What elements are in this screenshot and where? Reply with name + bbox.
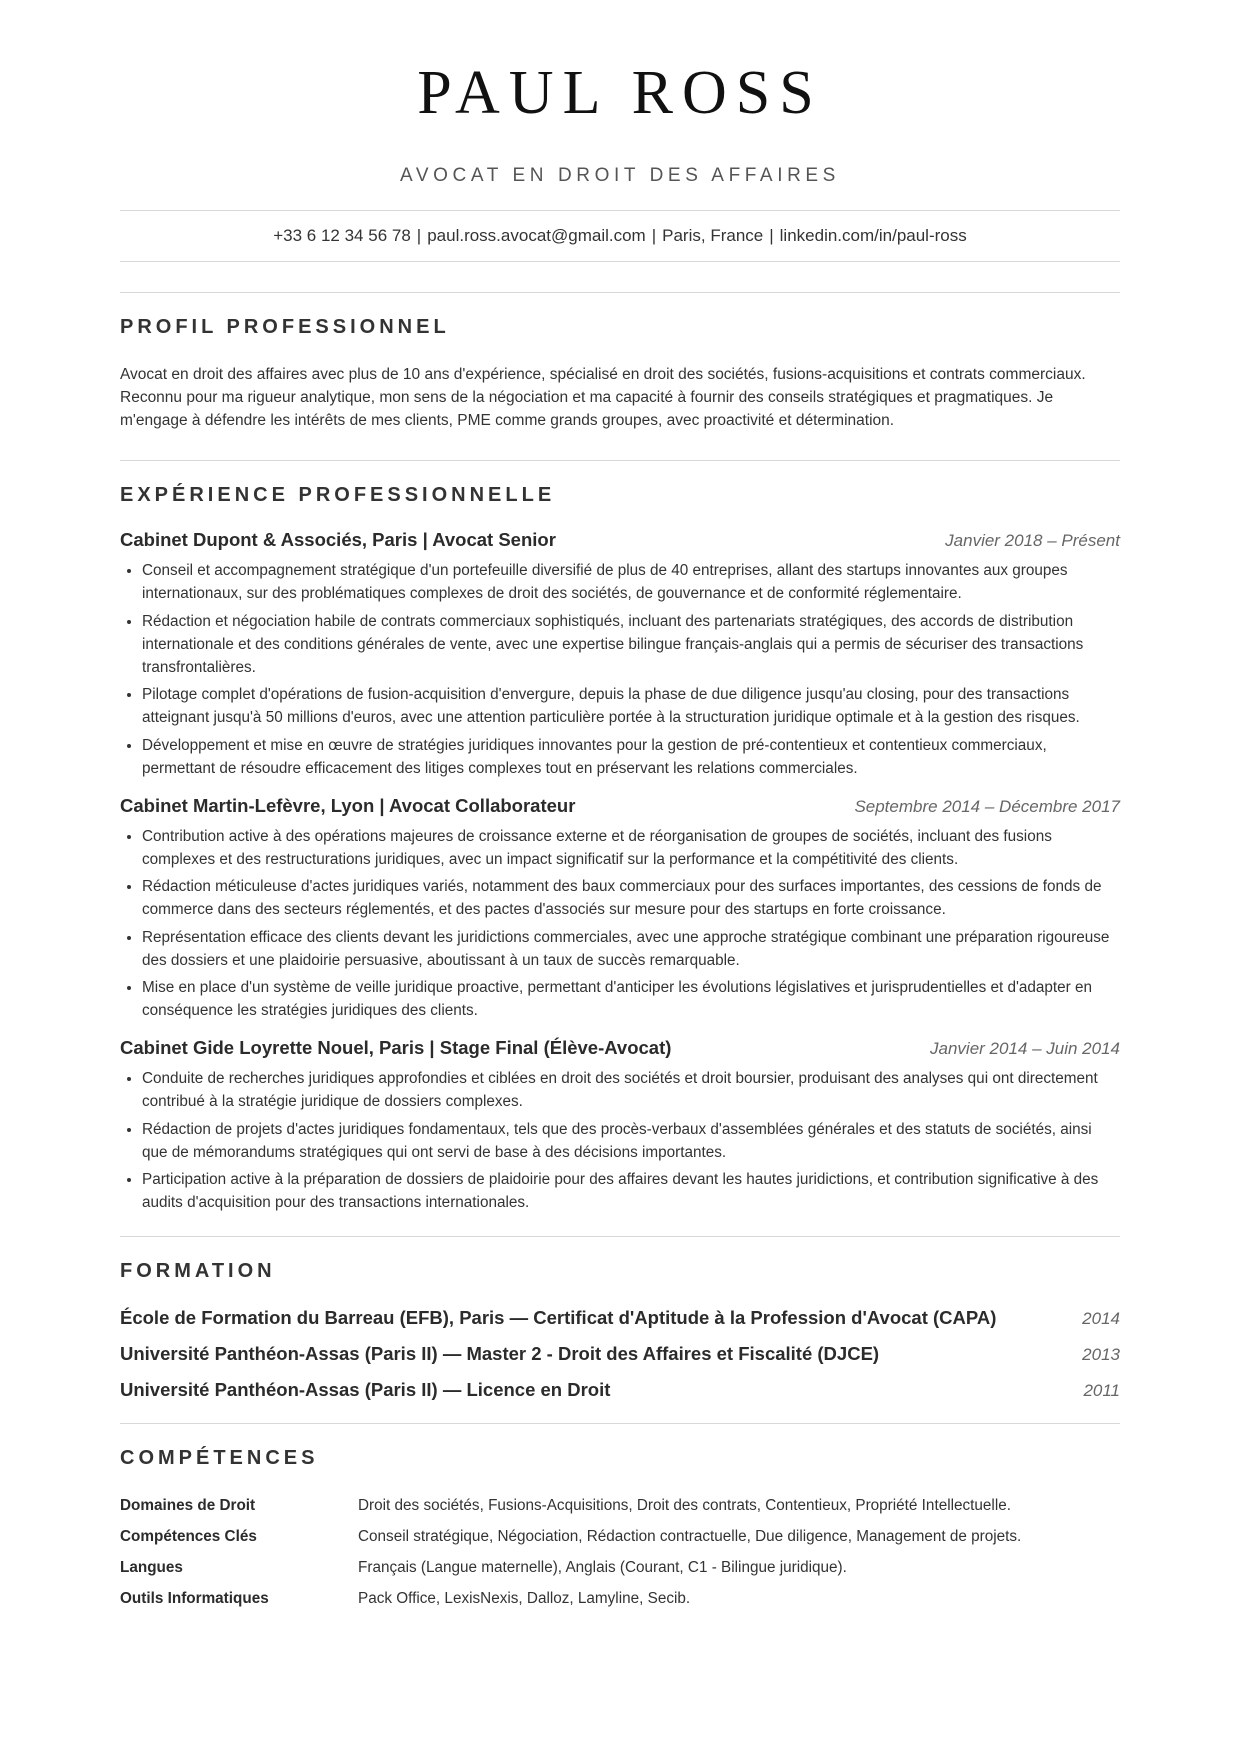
job-bullet: • Conduite de recherches juridiques approfondies et ciblées en droit des sociétés et droit boursier, produisant des analyses qui ont directement contribué à la stratégie juridique de dossiers complexes. [142,1067,1120,1113]
education-year: 2014 [1082,1309,1120,1328]
experience-entry [120,1036,1120,1214]
candidate-title: AVOCAT EN DROIT DES AFFAIRES [400,165,840,186]
section-title-education: FORMATION [120,1260,276,1282]
job-header [120,1036,1120,1061]
job-bullets [120,1067,1120,1214]
job-bullets [120,559,1120,780]
contact-separator: | [769,226,774,245]
skill-row [120,1527,1120,1547]
job-bullet: • Représentation efficace des clients devant les juridictions commerciales, avec une approche stratégique combinant une préparation rigoureuse des dossiers et une plaidoirie persuasive, aboutissant à un taux de succès remarquable. [142,926,1120,972]
skill-row [120,1496,1120,1516]
job-bullet: • Mise en place d'un système de veille juridique proactive, permettant d'anticiper les évolutions législatives et jurisprudentielles et d'adapter en conséquence les stratégies juridiques des clients. [142,976,1120,1022]
contact-email[interactable]: paul.ross.avocat@gmail.com [427,226,646,245]
candidate-name: PAUL ROSS [417,59,823,127]
job-bullet: • Rédaction méticuleuse d'actes juridiques variés, notamment des baux commerciaux pour des surfaces importantes, des cessions de fonds de commerce dans des secteurs réglementés, et des pactes d'associés sur mesure pour des startups en forte croissance. [142,875,1120,921]
education-year: 2011 [1083,1381,1120,1400]
job-dates: Janvier 2018 – Présent [945,531,1120,550]
section-title-skills: COMPÉTENCES [120,1447,319,1469]
job-bullet: • Rédaction de projets d'actes juridiques fondamentaux, tels que des procès-verbaux d'assemblées générales et des statuts de sociétés, ainsi que de mémorandums stratégiques qui ont servi de base à des décisions importantes. [142,1118,1120,1164]
job-title: Cabinet Martin-Lefèvre, Lyon | Avocat Collaborateur [120,794,576,816]
education-item [120,1378,1120,1403]
contact-separator: | [651,226,657,245]
skill-label: Domaines de Droit [120,1497,256,1514]
skill-row [120,1589,1120,1609]
job-bullet: • Pilotage complet d'opérations de fusion-acquisition d'envergure, depuis la phase de due diligence jusqu'au closing, pour des transactions atteignant jusqu'à 50 millions d'euros, avec une attention particulière portée à la structuration juridique optimale et à la gestion des risques. [142,683,1120,729]
skill-label: Langues [120,1559,183,1576]
education-degree: Université Panthéon-Assas (Paris II) — Master 2 - Droit des Affaires et Fiscalité (DJCE) [120,1343,880,1364]
divider [120,1423,1120,1424]
skill-value: Conseil stratégique, Négociation, Rédaction contractuelle, Due diligence, Management de projets. [358,1528,1022,1545]
job-bullet: • Rédaction et négociation habile de contrats commerciaux sophistiqués, incluant des partenariats stratégiques, des accords de distribution internationale et des conditions générales de vente, avec une expertise bilingue français-anglais qui a permis de sécuriser des transactions transfrontalières. [142,610,1120,679]
job-title: Cabinet Dupont & Associés, Paris | Avocat Senior [120,529,556,550]
education-degree: École de Formation du Barreau (EFB), Paris — Certificat d'Aptitude à la Profession d'Avocat (CAPA) [120,1307,997,1328]
skills-list [120,1496,1120,1609]
profile-summary: Avocat en droit des affaires avec plus de 10 ans d'expérience, spécialisé en droit des sociétés, fusions-acquisitions et contrats commerciaux. Reconnu pour ma rigueur analytique, mon sens de la négociation et ma capacité à fournir des conseils stratégiques et pragmatiques. Je m'engage à défendre les intérêts de mes clients, PME comme grands groupes, avec proactivité et détermination. [120,366,1086,429]
skill-label: Compétences Clés [120,1528,257,1545]
contact-location: Paris, France [662,226,764,245]
contact-bar [120,210,1120,262]
skill-value: Droit des sociétés, Fusions-Acquisitions, Droit des contrats, Contentieux, Propriété Intellectuelle. [358,1497,1011,1514]
education-year: 2013 [1082,1345,1120,1364]
job-header [120,794,1120,819]
contact-phone[interactable]: +33 6 12 34 56 78 [273,226,411,245]
job-bullet: • Conseil et accompagnement stratégique d'un portefeuille diversifié de plus de 40 entreprises, allant des startups innovantes aux groupes internationaux, sur des problématiques complexes de droit des sociétés, de gouvernance et de conformité réglementaire. [142,559,1120,605]
education-item [120,1306,1120,1331]
job-title: Cabinet Gide Loyrette Nouel, Paris | Stage Final (Élève-Avocat) [120,1037,672,1058]
job-header [120,528,1120,553]
education-item [120,1342,1120,1367]
section-title-experience: EXPÉRIENCE PROFESSIONNELLE [120,484,556,506]
divider [120,1236,1120,1237]
section-title-profile: PROFIL PROFESSIONNEL [120,316,450,338]
experience-entry [120,794,1120,1023]
contact-separator: | [416,226,422,245]
job-bullets [120,825,1120,1023]
education-list [120,1306,1120,1403]
divider [120,460,1120,461]
education-degree: Université Panthéon-Assas (Paris II) — Licence en Droit [120,1379,611,1400]
contact-linkedin[interactable]: linkedin.com/in/paul-ross [779,226,967,245]
divider [120,292,1120,293]
skill-label: Outils Informatiques [120,1590,269,1607]
job-bullet: • Développement et mise en œuvre de stratégies juridiques innovantes pour la gestion de pré-contentieux et contentieux commerciaux, permettant de résoudre efficacement des litiges complexes tout en préservant les relations commerciales. [142,734,1120,780]
skill-value: Français (Langue maternelle), Anglais (Courant, C1 - Bilingue juridique). [358,1559,847,1576]
job-bullet: • Participation active à la préparation de dossiers de plaidoirie pour des affaires devant les hautes juridictions, et contribution significative à des audits d'acquisition pour des transactions internationales. [142,1168,1120,1214]
job-bullet: • Contribution active à des opérations majeures de croissance externe et de réorganisation de groupes de sociétés, incluant des fusions complexes et des restructurations juridiques, avec un impact significatif sur la performance et la compétitivité des clients. [142,825,1120,871]
job-dates: Janvier 2014 – Juin 2014 [930,1039,1120,1058]
skill-value: Pack Office, LexisNexis, Dalloz, Lamyline, Secib. [358,1590,691,1607]
skill-row [120,1558,1120,1578]
experience-entry [120,528,1120,780]
job-dates: Septembre 2014 – Décembre 2017 [854,796,1120,816]
